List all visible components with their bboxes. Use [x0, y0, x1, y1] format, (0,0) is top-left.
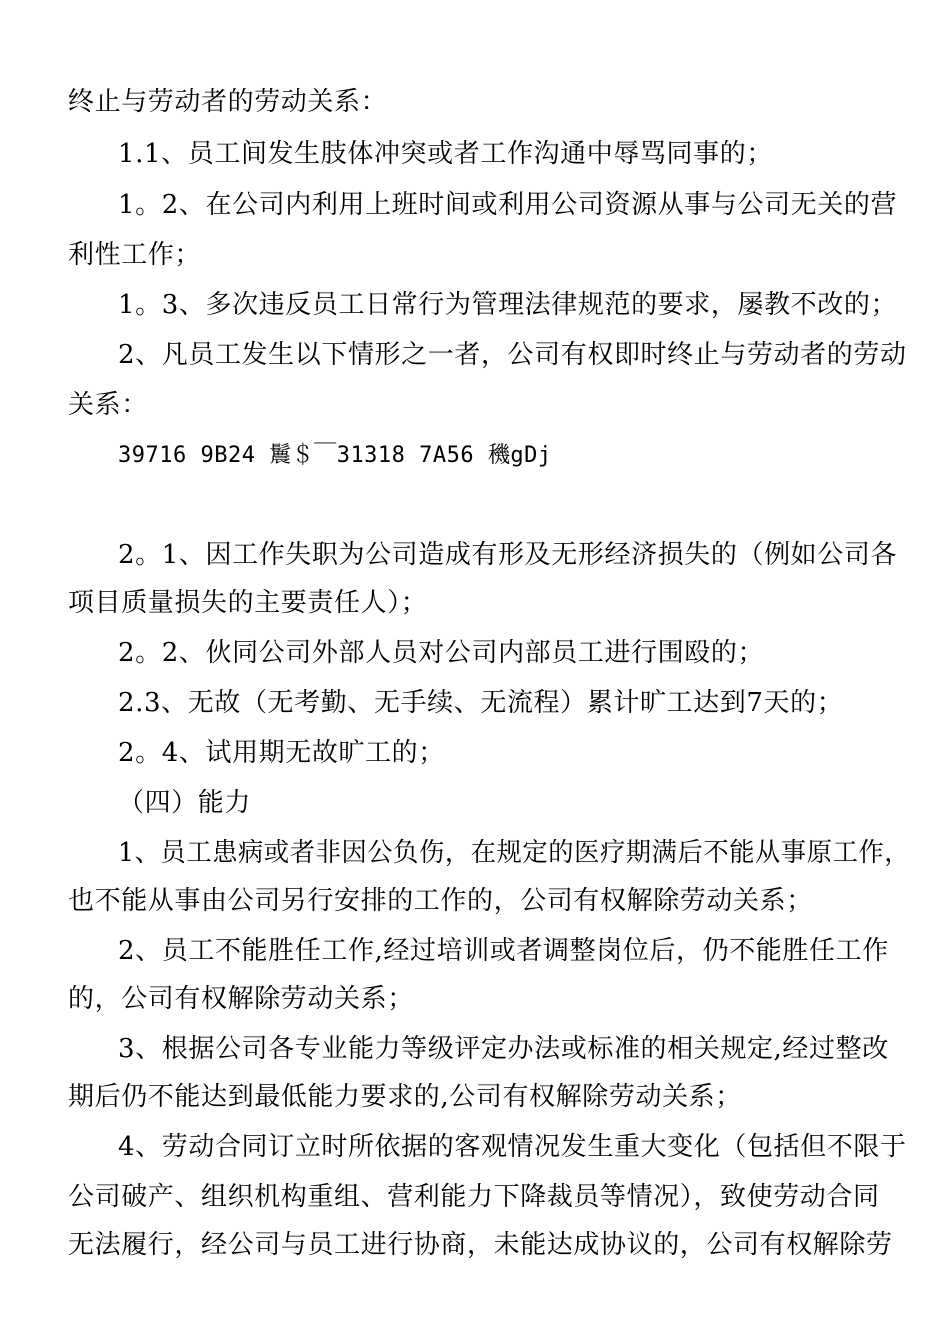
garbled-text-line: 39716 9B24 鬞＄￣31318 7A56 穖gDj	[118, 443, 552, 468]
section-heading: （四）能力	[118, 788, 252, 818]
text-line: 2。4、试用期无故旷工的；	[118, 738, 445, 768]
text-line: 1.1、员工间发生肢体冲突或者工作沟通中辱骂同事的；	[118, 139, 773, 169]
text-line: 2。2、伙同公司外部人员对公司内部员工进行围殴的；	[118, 638, 765, 668]
text-line: 利性工作；	[68, 240, 202, 270]
text-line: 2。1、因工作失职为公司造成有形及无形经济损失的（例如公司各	[118, 540, 898, 570]
text-line: 1。3、多次违反员工日常行为管理法律规范的要求，屡教不改的；	[118, 290, 898, 320]
text-line: 无法履行，经公司与员工进行协商，未能达成协议的，公司有权解除劳	[68, 1230, 893, 1260]
text-line: 终止与劳动者的劳动关系：	[68, 87, 388, 117]
text-line: 1、员工患病或者非因公负伤，在规定的医疗期满后不能从事原工作，	[118, 838, 911, 868]
text-line: 关系：	[68, 390, 148, 420]
text-line: 4、劳动合同订立时所依据的客观情况发生重大变化（包括但不限于	[118, 1132, 907, 1162]
text-line: 也不能从事由公司另行安排的工作的，公司有权解除劳动关系；	[68, 886, 813, 916]
text-line: 项目质量损失的主要责任人）；	[68, 588, 428, 618]
text-line: 3、根据公司各专业能力等级评定办法或标准的相关规定,经过整改	[118, 1034, 889, 1064]
text-line: 期后仍不能达到最低能力要求的,公司有权解除劳动关系；	[68, 1082, 742, 1112]
text-line: 的，公司有权解除劳动关系；	[68, 984, 414, 1014]
text-line: 2、员工不能胜任工作,经过培训或者调整岗位后，仍不能胜任工作	[118, 936, 889, 966]
text-line: 1。2、在公司内利用上班时间或利用公司资源从事与公司无关的营	[118, 190, 898, 220]
text-line: 2.3、无故（无考勤、无手续、无流程）累计旷工达到7天的；	[118, 688, 844, 718]
text-line: 公司破产、组织机构重组、营利能力下降裁员等情况），致使劳动合同	[68, 1182, 880, 1212]
text-line: 2、凡员工发生以下情形之一者，公司有权即时终止与劳动者的劳动	[118, 340, 907, 370]
